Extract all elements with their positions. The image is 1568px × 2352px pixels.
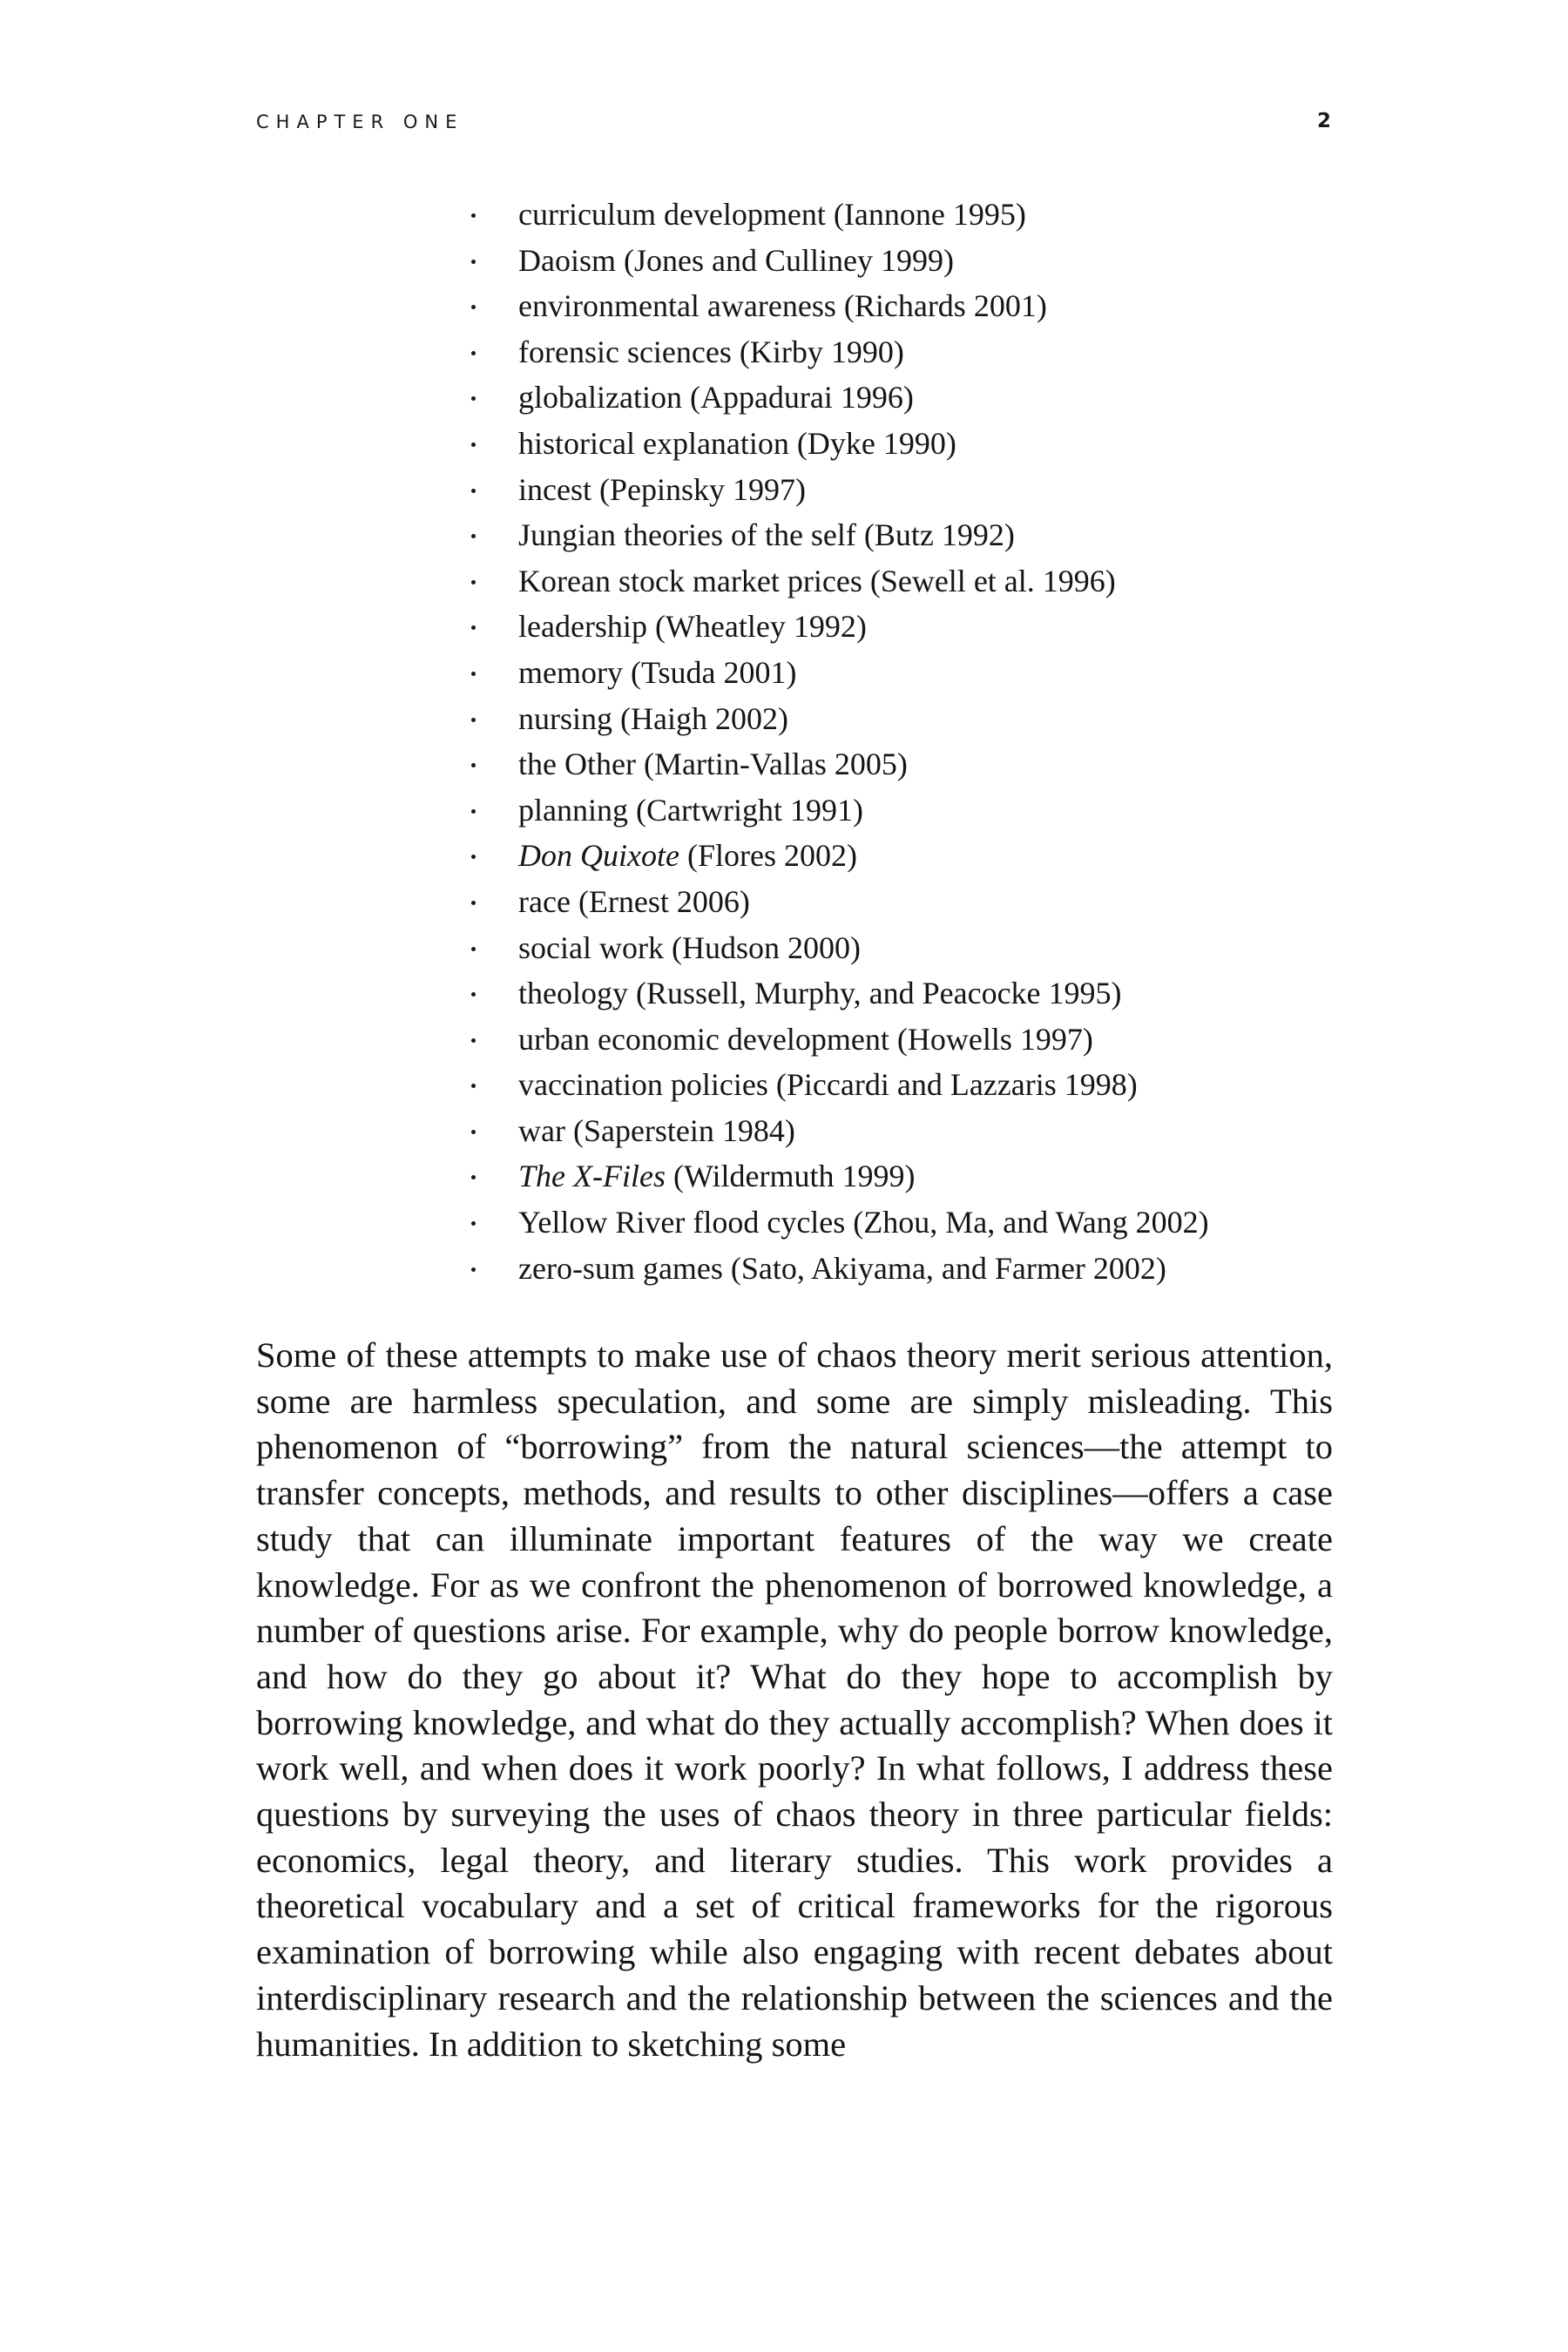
bullet-icon [471, 580, 476, 585]
list-item-citation: (Iannone 1995) [833, 197, 1026, 232]
list-item-title: Don Quixote [518, 838, 679, 874]
bullet-icon [471, 443, 476, 447]
bullet-icon [471, 992, 476, 997]
list-item [462, 1062, 1209, 1108]
bullet-icon [471, 1084, 476, 1088]
list-item-citation: (Sewell et al. 1996) [869, 563, 1116, 598]
bullet-icon [471, 763, 476, 767]
list-item-topic: forensic sciences [518, 334, 732, 369]
list-item-topic: the Other [518, 747, 636, 782]
list-item [462, 558, 1209, 605]
list-item-topic: leadership [518, 609, 647, 645]
bullet-icon [471, 901, 476, 905]
list-item-topic: zero-sum games [518, 1250, 723, 1286]
list-item [462, 650, 1209, 696]
list-item [462, 375, 1209, 421]
bullet-icon [471, 947, 476, 951]
list-item [462, 329, 1209, 375]
list-item-citation: (Butz 1992) [863, 517, 1015, 553]
list-item [462, 925, 1209, 971]
list-item [462, 192, 1209, 238]
list-item [462, 1108, 1209, 1154]
list-item-citation: (Wheatley 1992) [654, 609, 867, 645]
list-item-citation: (Russell, Murphy, and Peacocke 1995) [635, 976, 1122, 1011]
bullet-icon [471, 351, 476, 355]
list-item-topic: environmental awareness [518, 288, 836, 324]
bullet-icon [471, 625, 476, 630]
list-item-citation: (Pepinsky 1997) [598, 471, 806, 507]
list-item-citation: (Hudson 2000) [671, 929, 861, 965]
list-item-citation: (Sato, Akiyama, and Farmer 2002) [730, 1250, 1166, 1286]
list-item [462, 1153, 1209, 1200]
list-item-topic: historical explanation [518, 425, 789, 461]
list-item-topic: curriculum development [518, 197, 826, 232]
bullet-icon [471, 672, 476, 676]
list-item-topic: vaccination policies [518, 1067, 768, 1103]
list-item-citation: (Appadurai 1996) [689, 380, 914, 416]
bullet-icon [471, 534, 476, 538]
list-item-topic: Daoism [518, 242, 616, 278]
list-item-title: The X-Files [518, 1159, 666, 1194]
list-item [462, 741, 1209, 787]
bullet-icon [471, 489, 476, 493]
bullet-icon [471, 855, 476, 859]
bullet-icon [471, 1038, 476, 1043]
page-number: 2 [1317, 110, 1332, 132]
bullet-icon [471, 213, 476, 218]
list-item-topic: Yellow River flood cycles [518, 1205, 846, 1240]
list-item-topic: planning [518, 792, 628, 828]
list-item-topic: memory [518, 654, 623, 690]
list-item [462, 1246, 1209, 1292]
list-item [462, 1200, 1209, 1246]
list-item [462, 512, 1209, 558]
bullet-icon [471, 260, 476, 264]
bullet-icon [471, 305, 476, 309]
list-item-citation: (Wildermuth 1999) [672, 1159, 916, 1194]
list-item [462, 879, 1209, 925]
list-item-topic: globalization [518, 380, 682, 416]
list-item [462, 283, 1209, 329]
list-item [462, 238, 1209, 284]
list-item-citation: (Haigh 2002) [620, 700, 788, 736]
list-item-citation: (Richards 2001) [843, 288, 1047, 324]
list-item-topic: nursing [518, 700, 612, 736]
list-item-citation: (Flores 2002) [686, 838, 857, 874]
list-item-citation: (Jones and Culliney 1999) [624, 242, 954, 278]
bullet-icon [471, 1267, 476, 1272]
bullet-icon [471, 1175, 476, 1179]
bullet-icon [471, 809, 476, 814]
body-paragraph: Some of these attempts to make use of chaos theory merit serious attention, some are harmless speculation, and some are simply misleading. This phenomenon of “borrowing” from the natural sciences—the attempt to transfer concepts, methods, and results to other disciplines—offers a case study that can illuminate important features of the way we create knowledge. For as we confront the phenomenon of borrowed knowledge, a number of questions arise. For example, why do people borrow knowledge, and how do they go about it? What do they hope to accomplish by borrowing knowledge, and what do they actually accomplish? When does it work well, and when does it work poorly? In what follows, I address these questions by surveying the uses of chaos theory in three particular fields: economics, legal theory, and literary studies. This work provides a theoretical vocabulary and a set of critical frameworks for the rigorous examination of borrowing while also engaging with recent debates about interdisciplinary research and the relationship between the sciences and the humanities. In addition to sketching some [256, 1335, 1333, 2064]
list-item [462, 787, 1209, 834]
list-item [462, 970, 1209, 1017]
list-item-citation: (Zhou, Ma, and Wang 2002) [853, 1205, 1209, 1240]
bullet-icon [471, 1130, 476, 1134]
list-item-citation: (Martin-Vallas 2005) [643, 747, 908, 782]
list-item-citation: (Cartwright 1991) [635, 792, 863, 828]
running-head: CHAPTER ONE [256, 112, 464, 132]
list-item-citation: (Saperstein 1984) [572, 1112, 795, 1148]
list-item-citation: (Tsuda 2001) [630, 654, 797, 690]
list-item-topic: war [518, 1112, 565, 1148]
list-item-topic: incest [518, 471, 591, 507]
list-item-topic: race [518, 883, 571, 919]
bullet-icon [471, 1221, 476, 1226]
bullet-icon [471, 396, 476, 401]
list-item-topic: Jungian theories of the self [518, 517, 856, 553]
list-item-citation: (Ernest 2006) [578, 883, 750, 919]
list-item [462, 467, 1209, 513]
list-item [462, 1017, 1209, 1063]
list-item-topic: urban economic development [518, 1021, 889, 1057]
list-item-citation: (Howells 1997) [896, 1021, 1093, 1057]
list-item [462, 421, 1209, 467]
list-item [462, 696, 1209, 742]
list-item [462, 604, 1209, 650]
list-item-citation: (Piccardi and Lazzaris 1998) [775, 1067, 1138, 1103]
list-item [462, 833, 1209, 879]
bullet-icon [471, 718, 476, 722]
list-item-citation: (Kirby 1990) [739, 334, 904, 369]
topic-list [462, 192, 1209, 1291]
list-item-topic: theology [518, 976, 628, 1011]
list-item-citation: (Dyke 1990) [796, 425, 956, 461]
list-item-topic: Korean stock market prices [518, 563, 862, 598]
list-item-topic: social work [518, 929, 664, 965]
